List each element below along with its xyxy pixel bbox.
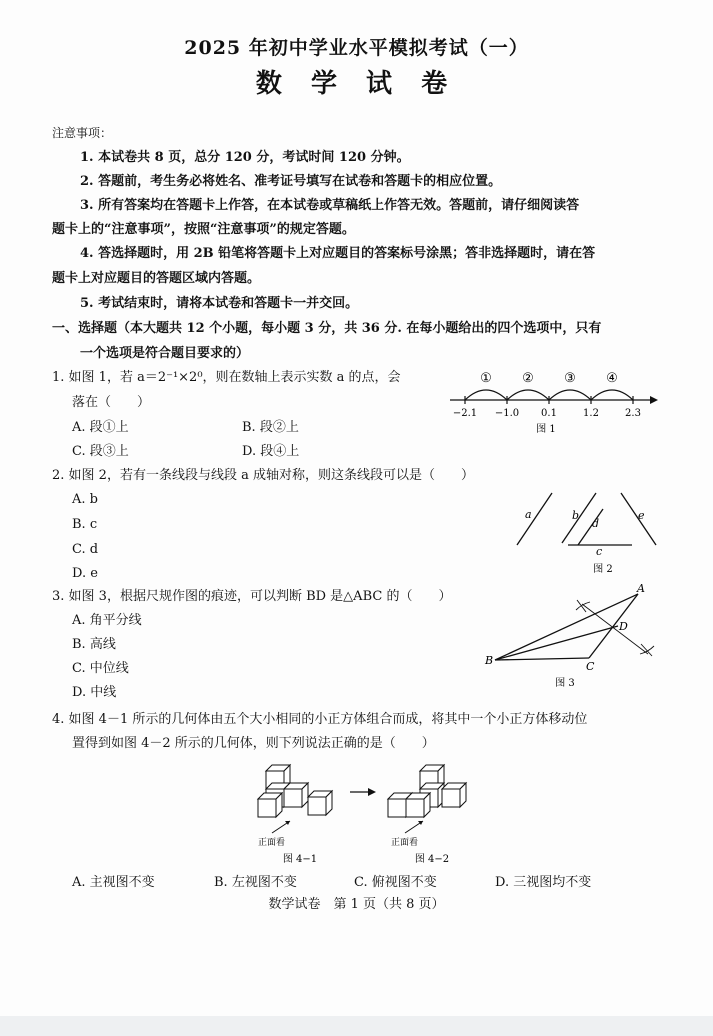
q2-stem: 2. 如图 2，若有一条线段与线段 a 成轴对称，则这条线段可以是（ ） [52,468,474,483]
vertex-label-c: C [586,660,595,673]
figure-3-caption: 图 3 [555,678,575,689]
q3-option-a: A. 角平分线 [72,613,142,628]
q4-option-c: C. 俯视图不变 [354,875,437,890]
q1-stem-line1: 1. 如图 1，若 a＝2⁻¹×2⁰，则在数轴上表示实数 a 的点，会 [52,370,401,385]
q4-stem-line2: 置得到如图 4－2 所示的几何体，则下列说法正确的是（ ） [72,736,435,751]
section-heading-line1: 一、选择题（本大题共 12 个小题，每小题 3 分，共 36 分. 在每小题给出的四个选项中，只有 [52,321,602,336]
segment-label-d: d [592,517,600,530]
q4-option-b: B. 左视图不变 [214,875,297,890]
vertex-label-b: B [485,654,494,667]
vertex-label-d: D [619,620,628,633]
q4-option-d: D. 三视图均不变 [495,875,592,890]
note-4-line1: 4. 答选择题时，用 2B 铅笔将答题卡上对应题目的答案标号涂黑；答非选择题时，请在答 [80,246,596,261]
q3-option-b: B. 高线 [72,637,116,652]
figure-3-triangle [480,582,660,692]
exam-title: 2025 年初中学业水平模拟考试（一） [184,37,529,59]
q3-option-d: D. 中线 [72,685,117,700]
segment-label-1: ① [480,371,492,386]
figure-4-2-caption: 图 4−2 [414,854,450,865]
tick-label: 0.1 [541,408,557,419]
figure-4-2-solid [388,765,466,817]
q4-option-a: A. 主视图不变 [72,875,155,890]
figure-4-1-solid [258,765,332,817]
view-direction-label: 正面看 [391,838,419,848]
notes-heading: 注意事项： [52,126,113,140]
segment-label-2: ② [522,371,534,386]
segment-label-e: e [638,509,645,522]
figure-1-number-line [440,360,670,438]
note-3-line2: 题卡上的“注意事项”，按照“注意事项”的规定答题。 [52,222,355,237]
figure-2-segments [505,485,665,577]
note-5: 5. 考试结束时，请将本试卷和答题卡一并交回。 [80,296,359,311]
segment-label-c: c [596,545,603,558]
page-footer: 数学试卷 第 1 页（共 8 页） [268,897,445,912]
q2-option-a: A. b [72,492,98,507]
q2-option-c: C. d [72,542,99,557]
segment-label-a: a [525,508,532,521]
segment-label-3: ③ [564,371,576,386]
segment-label-b: b [572,509,580,522]
figure-1-caption: 图 1 [536,424,556,435]
q2-option-d: D. e [72,566,98,581]
bottom-edge [0,1016,713,1036]
q3-option-c: C. 中位线 [72,661,129,676]
q4-stem-line1: 4. 如图 4－1 所示的几何体由五个大小相同的小正方体组合而成，将其中一个小正方体移动位 [52,712,588,727]
tick-label: −1.0 [494,408,520,419]
note-1: 1. 本试卷共 8 页，总分 120 分，考试时间 120 分钟。 [80,150,410,165]
segment-label-4: ④ [606,371,618,386]
note-3-line1: 3. 所有答案均在答题卡上作答，在本试卷或草稿纸上作答无效。答题前，请仔细阅读答 [80,198,580,213]
q3-stem: 3. 如图 3，根据尺规作图的痕迹，可以判断 BD 是△ABC 的（ ） [52,589,452,604]
q1-option-c: C. 段③上 [72,444,129,459]
vertex-label-a: A [637,582,645,595]
subject-title: 数 学 试 卷 [255,69,458,99]
q1-option-d: D. 段④上 [242,444,300,459]
figure-2-caption: 图 2 [593,564,613,575]
q1-stem-line2: 落在（ ） [72,395,151,410]
q1-option-b: B. 段②上 [242,420,299,435]
q2-option-b: B. c [72,517,98,532]
tick-label: 1.2 [583,408,599,419]
tick-label: 2.3 [625,408,641,419]
figure-4-1-caption: 图 4−1 [282,854,318,865]
section-heading-line2: 一个选项是符合题目要求的） [80,346,250,361]
note-4-line2: 题卡上对应题目的答题区域内答题。 [52,271,261,286]
tick-label: −2.1 [452,408,478,419]
q1-option-a: A. 段①上 [72,420,129,435]
note-2: 2. 答题前，考生务必将姓名、准考证号填写在试卷和答题卡的相应位置。 [80,174,502,189]
figure-4-cubes [250,755,480,867]
view-direction-label: 正面看 [258,838,286,848]
